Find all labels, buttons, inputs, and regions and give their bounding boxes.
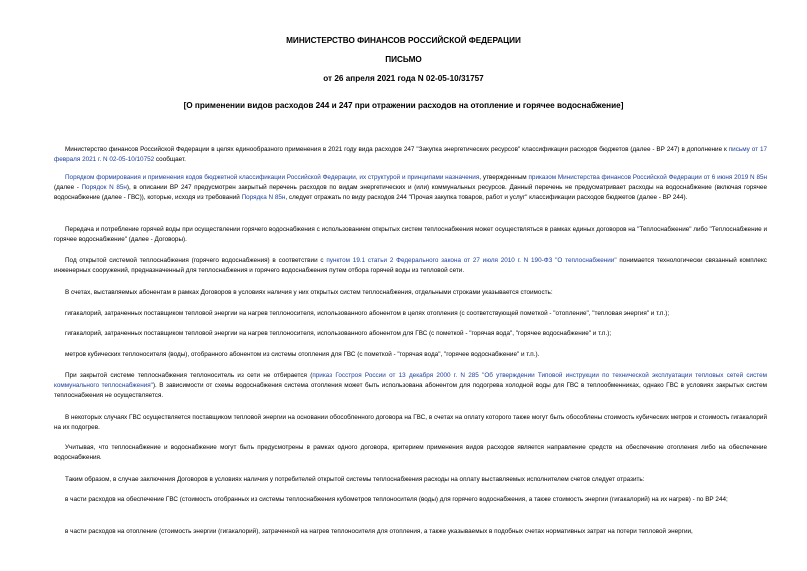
link-procedure-85n[interactable]: Порядок N 85н [81, 184, 127, 192]
document-subject: [О применении видов расходов 244 и 247 при отражении расходов на отопление и горячее водоснабжение] [183, 101, 624, 110]
paragraph-5: В счетах, выставляемых абонентам в рамках Договоров в условиях наличия у них открытых систем теплоснабжения, отдельными строками указывается стоимость: [65, 289, 553, 296]
paragraph-10: В некоторых случаях ГВС осуществляется поставщиком тепловой энергии на основании обособленного договора на ГВС, в счетах на оплату которого также могут быть обособлены стоимость кубических метров и стоимость гигакалорий на их подогрев. [54, 414, 767, 432]
paragraph-11: Учитывая, что теплоснабжение и водоснабжение могут быть предусмотрены в рамках одного договора, критерием применения видов расходов является направление средств на обеспечение отопления либо на обеспечение водоснабжения. [54, 444, 767, 462]
ministry-heading: МИНИСТЕРСТВО ФИНАНСОВ РОССИЙСКОЙ ФЕДЕРАЦИИ [286, 36, 521, 45]
paragraph-3: Передача и потребление горячей воды при осуществлении горячего водоснабжения с использованием открытых систем теплоснабжения может осуществляться в рамках единых договоров на "Теплоснабжение" либо "Теплоснабжение и горячее водоснабжение" (далее - Договоры). [54, 226, 767, 244]
document-type: ПИСЬМО [385, 55, 422, 64]
link-procedure-85n-2[interactable]: Порядка N 85н [241, 194, 286, 202]
document-date-number: от 26 апреля 2021 года N 02-05-10/31757 [323, 74, 484, 83]
paragraph-2: Порядком формирования и применения кодов бюджетной классификации Российской Федерации, их структурой и принципами назначения, утвержденным приказом Министерства финансов Российской Федерации от 6 июня 2019 N 85н (далее - Порядок N 85н), в описании ВР 247 предусмотрен закрытый перечень расходов по видам энергетических и (или) коммунальных ресурсов. Данный перечень не предусматривает расходы на водоснабжение (включая горячее водоснабжение (далее - ГВС)), которые, исходя из требований Порядка N 85н, следует отражать по виду расходов 244 "Прочая закупка товаров, работ и услуг" классификации расходов бюджетов (далее - ВР 244). [54, 174, 767, 202]
paragraph-13: в части расходов на обеспечение ГВС (стоимость отобранных из системы теплоснабжения кубометров теплоносителя (воды) для горячего водоснабжения, а также стоимость энергии (гигакалорий) на их нагрев) - по ВР 244; [65, 496, 728, 503]
link-gosstroy-order-285[interactable]: приказ Госстроя России от 13 декабря 2000 г. N 285 "Об утверждении Типовой инструкции по технической эксплуатации тепловых сетей систем коммунального теплоснабжения" [54, 372, 767, 390]
paragraph-8: метров кубических теплоносителя (воды), отобранного абонентом из системы отопления для ГВС (с пометкой - "горячая вода", "горячее водоснабжение" и т.п.). [65, 351, 540, 358]
paragraph-4: Под открытой системой теплоснабжения (горячего водоснабжения) в соответствии с пунктом 19.1 статьи 2 Федерального закона от 27 июля 2010 г. N 190-ФЗ "О теплоснабжении" понимается технологически связанный комплекс инженерных сооружений, предназначенный для теплоснабжения и горячего водоснабжения путем отбора горячей воды из тепловой сети. [54, 257, 767, 275]
link-order-85n[interactable]: приказом Министерства финансов Российской Федерации от 6 июня 2019 N 85н [528, 174, 767, 181]
link-letter-10752[interactable]: письму от 17 февраля 2021 г. N 02-05-10/10752 [54, 146, 767, 164]
paragraph-6: гигакалорий, затраченных поставщиком тепловой энергии на нагрев теплоносителя, использованного абонентом в целях отопления (с соответствующей пометкой - "отопление", "тепловая энергия" и т.п.); [65, 310, 670, 317]
link-federal-law-190fz[interactable]: пунктом 19.1 статьи 2 Федерального закона от 27 июля 2010 г. N 190-ФЗ "О теплоснабжении" [326, 257, 617, 264]
paragraph-14: в части расходов на отопление (стоимость энергии (гигакалорий), затраченной на нагрев теплоносителя для отопления, а также указываемых в подобных счетах нормативных затрат на потери тепловой энергии, [65, 528, 693, 535]
paragraph-7: гигакалорий, затраченных поставщиком тепловой энергии на нагрев теплоносителя, использованного абонентом для ГВС (с пометкой - "горячая вода", "горячее водоснабжение" и т.п.); [65, 330, 612, 337]
paragraph-9: При закрытой системе теплоснабжения теплоноситель из сети не отбирается (приказ Госстроя России от 13 декабря 2000 г. N 285 "Об утверждении Типовой инструкции по технической эксплуатации тепловых сетей систем коммунального теплоснабжения"). В зависимости от схемы водоснабжения система отопления может быть использована абонентом для подогрева холодной воды для ГВС в теплообменниках, однако ГВС в условиях закрытых систем теплоснабжения не осуществляется. [54, 372, 767, 400]
link-budget-classification-procedure[interactable]: Порядком формирования и применения кодов бюджетной классификации Российской Федерации, их структурой и принципами назначения [65, 174, 480, 181]
paragraph-12: Таким образом, в случае заключения Договоров в условиях наличия у потребителей открытой системы теплоснабжения расходы на оплату выставляемых исполнителем счетов следует отразить: [65, 476, 645, 483]
paragraph-1: Министерство финансов Российской Федерации в целях единообразного применения в 2021 году вида расходов 247 "Закупка энергетических ресурсов" классификации расходов бюджетов (далее - ВР 247) в дополнение к письму от 17 февраля 2021 г. N 02-05-10/10752 сообщает. [54, 146, 767, 164]
